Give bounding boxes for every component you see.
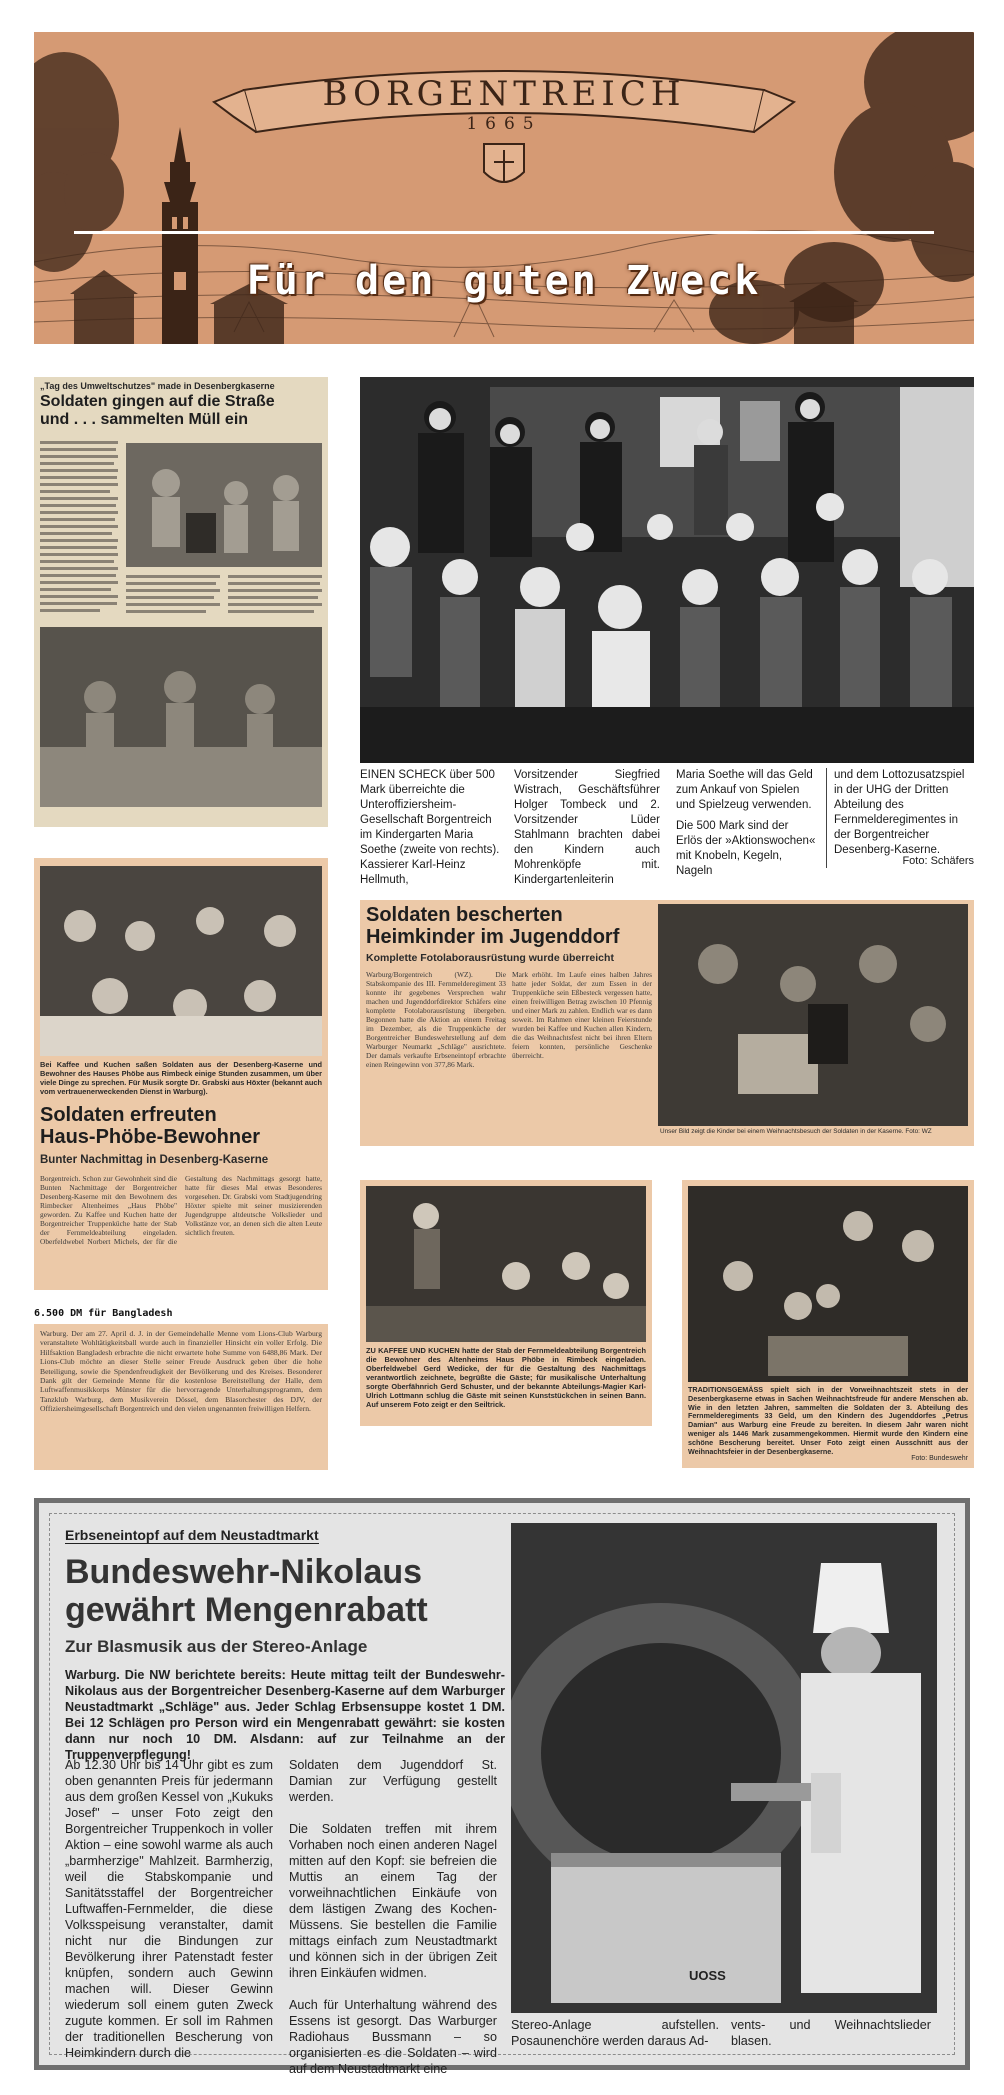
clipping-text-texture bbox=[40, 439, 120, 617]
town-name: BORGENTREICH bbox=[322, 74, 686, 114]
photo-caption-col-1: EINEN SCHECK über 500 Mark überreichte die Unteroffiziersheim-Gesellschaft Borgentreich im Kindergarten Maria Soethe (zweite von rechts). Kassierer Karl-Heinz Hellmuth, bbox=[360, 769, 500, 886]
clipping-body: Borgentreich. Schon zur Gewohnheit sind die Bunten Nachmittage der Borgentreicher Desenberg-Kaserne mit den Bewohnern des Rimbecker Altenheimes „Haus Phöbe" geworden. Zu Kaffee und Kuchen hatte der Borgentreicher Truppenküche hatte der Stab der Fernmeldeabteilung eingeladen. Oberfeldwebel Norbert Michels, der für die Gestaltung des Nachmittags gesorgt hatte, hatte für dieses Mal etwas Besonderes vorgesehen. Dr. Grabski vom Stadtjugendring Höxter spielte mit seiner musizierenden Jugendgruppe altdeutsche Volkslieder und Volkstänze vor, an denen sich die alten Leute sichtlich freuten. bbox=[40, 1174, 322, 1246]
clipping-photo bbox=[366, 1186, 646, 1342]
article-column-4: vents- und Weihnachtslieder blasen. bbox=[731, 2018, 931, 2048]
article-nikolaus bbox=[34, 1498, 970, 2076]
headline-line-1: Bundeswehr-Nikolaus bbox=[65, 1553, 423, 1591]
clipping-photo-caption: Unser Bild zeigt die Kinder bei einem Weihnachtsbesuch der Soldaten in der Kaserne. Foto: WZ bbox=[660, 1128, 932, 1135]
clipping-headline bbox=[40, 1104, 322, 1148]
clipping-photo-caption: TRADITIONSGEMÄSS spielt sich in der Vorweihnachtszeit stets in der Desenbergkaserne etwas in Sachen Weihnachtsfreude für andere Menschen ab. Wie in den letzten Jahren, sammelten die Soldaten der 3. Abteilung des Fernmelderegiments 33 Geld, um den Kindern des Jugenddorfes „Petrus Damian" aus Warburg eine Freude zu bereiten. In diesem Jahr waren nicht weniger als 1446 Mark zusammengekommen. Hiermit wurde den Kindern eine schöne Bescherung bereitet. Unser Foto zeigt einen Ausschnitt aus der Weihnachtsfeier in der Desenbergkaserne. bbox=[688, 1385, 968, 1456]
cook-scene bbox=[511, 1523, 937, 2013]
clipping-photo-caption: Bei Kaffee und Kuchen saßen Soldaten aus der Desenberg-Kaserne und Bewohner des Hauses Phöbe aus Rimbeck einige Stunden zusammen, um über viele Dinge zu sprechen. Für Musik sorgte Dr. Grabski aus Höxter (bekannt auch vom vertrauenerweckenden Dienst in Warburg). bbox=[40, 1060, 322, 1096]
caption-column-divider bbox=[826, 768, 827, 868]
header-banner bbox=[34, 32, 974, 344]
clipping-photo-upper bbox=[126, 443, 322, 567]
article-column-3: Stereo-Anlage aufstellen. Posaunenchöre werden daraus Ad- bbox=[511, 2018, 719, 2048]
clipping-photo bbox=[40, 866, 322, 1056]
clipping-body: Warburg. Der am 27. April d. J. in der Gemeindehalle Menne vom Lions-Club Warburg veranstaltete Wohltätigkeitsball wurde auch in finanzieller Hinsicht ein voller Erfolg. Die Hilfsaktion Bangladesh erbrachte die nicht erwartete hohe Summe von 6488,86 Mark. Der Lions-Club möchte an dieser Stelle seiner Freude Ausdruck geben über die hohe Beteiligung, sowie die Spendenfreudigkeit der Bevölkerung und des Kreises. Besonderer Dank gilt der Gemeinde Menne für die kostenlose Bereitstellung der Halle, dem Luftwaffenmusikkorps Münster für die hervorragende Unterhaltungsprogramm, dem Tanzklub Warburg, dem Musikverein Dössel, dem Blasorchester des DJV, der Offiziersheimgesellschaft Borgentreich und den vielen ungenannten freiwilligen Helfern. bbox=[40, 1329, 322, 1414]
photo-scene bbox=[360, 377, 974, 763]
headline-line-1: Soldaten erfreuten bbox=[40, 1104, 217, 1126]
clipping-photo bbox=[658, 904, 968, 1126]
clipping-text-texture-2 bbox=[126, 573, 322, 621]
caption-col-3-para-2: Die 500 Mark sind der Erlös der »Aktionswochen« mit Knobeln, Kegeln, Nageln bbox=[676, 820, 816, 877]
clipping-haus-phoebe bbox=[34, 858, 328, 1290]
clipping-subheadline: Bunter Nachmittag in Desenberg-Kaserne bbox=[40, 1154, 269, 1166]
article-kicker: Erbseneintopf auf dem Neustadtmarkt bbox=[65, 1527, 319, 1543]
clipping-jugenddorf bbox=[360, 900, 974, 1146]
clipping-photo bbox=[688, 1186, 968, 1382]
clipping-umweltschutz bbox=[34, 377, 328, 827]
article-lead: Warburg. Die NW berichtete bereits: Heute mittag teilt der Bundeswehr-Nikolaus aus der Borgentreicher Desenberg-Kaserne auf dem Warburger Neustadtmarkt „Schläge" aus. Jeder Schlag Erbsensuppe kostet 1 DM. Bei 12 Schlägen pro Person wird ein Mengenrabatt gewährt: sie kosten dann nur noch 10 DM. Alsdann: auf zur Teilnahme an der Truppenverpflegung! bbox=[65, 1668, 505, 1762]
clipping-headline bbox=[40, 393, 322, 429]
clipping-kaffee-kuchen bbox=[360, 1180, 652, 1426]
headline-line-1: Soldaten bescherten bbox=[366, 904, 563, 926]
headline-line-2: und . . . sammelten Müll ein bbox=[40, 411, 249, 428]
article-photo-cook bbox=[511, 1523, 937, 2013]
clipping-body-col-2: Mark erhöht. Im Laufe eines halben Jahres hatte jeder Soldat, der zum Essen in der Truppenküche sein Eßbesteck vergessen hatte, einen freiwilligen Betrag zwischen 10 Pfennig und einer Mark zu zahlen. Endlich war es dann soweit. Im Rahmen einer kleinen Feierstunde wurden bei Kaffee und Kuchen allen Kindern, die das Weihnachtsfest nicht bei ihren Eltern feiern konnten, persönliche Geschenke überreicht. bbox=[512, 970, 652, 1060]
article-column-2: Soldaten dem Jugenddorf St. Damian zur Verfügung gestellt werden. Die Soldaten treffen mit ihrem Vorhaben noch einen anderen Nagel mitten auf den Kopf: sie befreien die Muttis an einem Tag der vorweihnachtlichen Einkäufe von dem lästigen Zwang des Kochen-Müssens. Sie bestellen die Familie mittags einfach zum Neustadtmarkt und können sich in der übrigen Zeit ihren Einkäufen widmen. Auch für Unterhaltung während des Essens ist gesorgt. Das Warburger Radiohaus Bussmann – so organisierten es die Soldaten – wird auf dem Neustadtmarkt eine bbox=[289, 1758, 497, 2076]
page-title: Für den guten Zweck bbox=[246, 258, 762, 304]
clipping-credit: Foto: Bundeswehr bbox=[911, 1455, 968, 1462]
article-column-1: Ab 12.30 Uhr bis 14 Uhr gibt es zum oben genannten Preis für jedermann aus dem großen Kessel von „Kukuks Josef" – unser Foto zeigt den Borgentreicher Truppenkoch in voller Aktion – eine sowohl warme als auch „barmherzige" Mahlzeit. Barmherzig, weil die Stabskompanie und Sanitätsstaffel der Borgentreicher Luftwaffen-Fernmelder, die diese Volksspeisung veranstalter, damit nicht nur die Bindungen zur Bevölkerung ihrer Patenstadt fester knüpfen, sondern auch Gewinn machen will. Dieser Gewinn wiederum soll einem guten Zweck zugute kommen. Er soll im Rahmen der traditionellen Bescherung von Heimkindern durch die bbox=[65, 1758, 273, 2060]
headline-line-1: Soldaten gingen auf die Straße bbox=[40, 393, 275, 410]
photo-caption-col-3 bbox=[676, 768, 816, 879]
headline-line-2: gewährt Mengenrabatt bbox=[65, 1591, 428, 1629]
clipping-subheadline: Komplette Fotolaborausrüstung wurde überreicht bbox=[366, 952, 614, 964]
clipping-headline bbox=[366, 904, 656, 948]
article-headline bbox=[65, 1553, 505, 1629]
clipping-bangladesh bbox=[34, 1324, 328, 1470]
photo-caption-col-2: Vorsitzender Siegfried Wistrach, Geschäftsführer Holger Tombeck und 2. Vorsitzender Lüder Stahlmann brachten dabei den Kindern auch Mohrenköpfe mit. Kindergartenleiterin bbox=[514, 769, 660, 886]
headline-line-2: Heimkinder im Jugenddorf bbox=[366, 926, 620, 948]
clipping-photo-caption: ZU KAFFEE UND KUCHEN hatte der Stab der Fernmeldeabteilung Borgentreich die Bewohner des Altenheims Haus Phöbe in Rimbeck eingeladen. Oberfeldwebel Gerd Wedicke, der für die Gestaltung des Nachmittags verantwortlich zeichnete, begrüßte die Gäste; für musikalische Unterhaltung sorgte Oberfähnrich Gerd Schuster, und der bekannte Abteilungs-Magier Karl-Ulrich Lottmann schlug die Gäste mit seinen Kunststückchen in seinen Bann. Auf unserem Foto zeigt er den Seiltrick. bbox=[366, 1346, 646, 1409]
kettle-label: UOSS bbox=[689, 1968, 726, 1983]
photo-caption-col-4: und dem Lottozusatzspiel in der UHG der Dritten Abteilung des Fernmelderegimentes in der Borgentreicher Desenberg-Kaserne. bbox=[834, 769, 965, 856]
caption-col-3-para-1: Maria Soethe will das Geld zum Ankauf von Spielen und Spielzeug verwenden. bbox=[676, 769, 813, 811]
clipping-photo-lower bbox=[40, 627, 322, 807]
town-year: 1665 bbox=[466, 114, 542, 134]
bangladesh-title: 6.500 DM für Bangladesh bbox=[34, 1308, 173, 1319]
article-subheadline: Zur Blasmusik aus der Stereo-Anlage bbox=[65, 1637, 368, 1656]
kindergarten-photo bbox=[360, 377, 974, 763]
clipping-body-col-1: Warburg/Borgentreich (WZ). Die Stabskompanie des III. Fernmelderegiment 33 konnte ihr gegebenes Versprechen wahr machen und Jugenddorfdirektor Schäfers eine komplette Fotolaborausrüstung übergeben. Begonnen hatte die Aktion an einem Freitag im Dezember, als die Truppenküche der Borgentreicher Bundeswehrstellung auf dem Warburger Neumarkt „Schläge" ausrichtete. Der damals verkaufte Erbseneintopf erbrachte einen Reingewinn von 377,86 Mark. bbox=[366, 970, 506, 1069]
headline-line-2: Haus-Phöbe-Bewohner bbox=[40, 1126, 261, 1148]
banner-divider bbox=[74, 231, 934, 234]
photo-credit: Foto: Schäfers bbox=[902, 855, 974, 867]
clipping-kicker: „Tag des Umweltschutzes" made in Desenbergkaserne bbox=[40, 381, 275, 391]
clipping-tradition bbox=[682, 1180, 974, 1468]
